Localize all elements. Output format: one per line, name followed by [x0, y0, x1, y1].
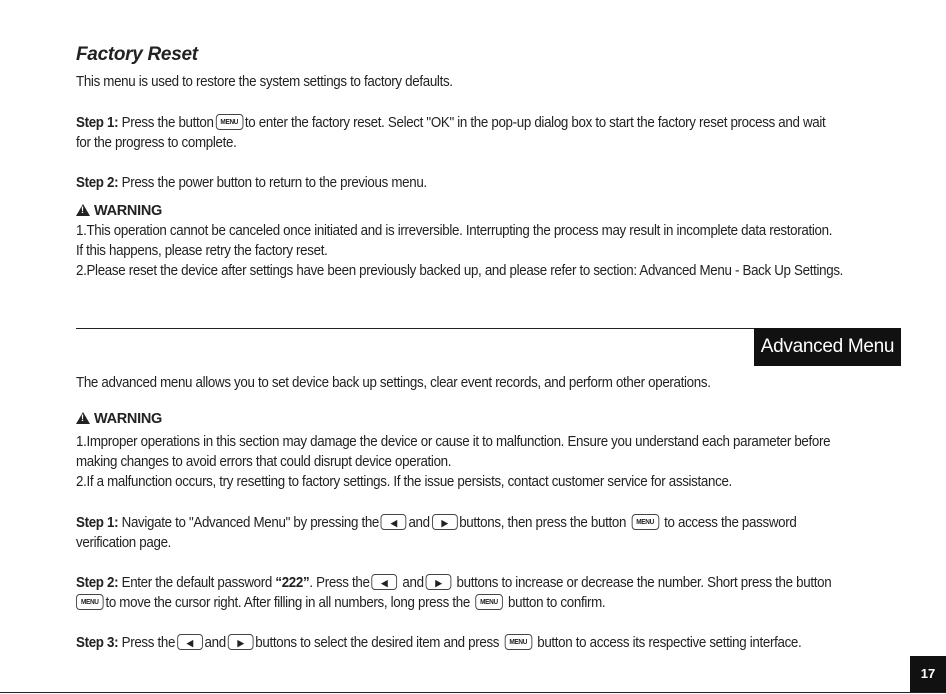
advanced-intro: The advanced menu allows you to set device back up settings, clear event records, and perform other operations.: [76, 375, 711, 391]
factory-warning-heading: [76, 203, 162, 219]
warning-label: WARNING: [94, 203, 162, 219]
step-label: Step 2:: [76, 575, 119, 591]
advanced-step2-line2: [76, 593, 605, 613]
factory-warn2: 2.Please reset the device after settings have been previously backed up, and please refer to section: Advanced Menu - Back Up Settings.: [76, 263, 844, 279]
advanced-warning-heading: [76, 411, 162, 427]
factory-warn1-line2: If this happens, please retry the factory reset.: [76, 243, 328, 259]
left-key-icon: ◀: [177, 634, 203, 650]
step-text: and: [408, 515, 430, 531]
step-text: Press the button: [121, 115, 214, 131]
warning-icon: [76, 204, 90, 216]
footer-rule: [0, 692, 946, 693]
step-text: buttons, then press the button: [459, 515, 627, 531]
left-key-icon: ◀: [381, 514, 407, 530]
step-label: Step 2:: [76, 175, 119, 191]
step-text: Navigate to "Advanced Menu" by pressing the: [121, 515, 380, 531]
step-label: Step 1:: [76, 515, 119, 531]
factory-step1-line1: [76, 113, 825, 133]
factory-reset-intro: This menu is used to restore the system settings to factory defaults.: [76, 74, 453, 90]
advanced-warn1-line2: making changes to avoid errors that could disrupt device operation.: [76, 454, 452, 470]
menu-key-icon: MENU: [631, 514, 659, 530]
factory-reset-title: Factory Reset: [76, 44, 198, 65]
step-text: button to confirm.: [508, 595, 606, 611]
warning-icon: [76, 412, 90, 424]
step-text: Press the: [121, 635, 176, 651]
step-text: Enter the default password: [121, 575, 272, 591]
right-key-icon: ▶: [432, 514, 458, 530]
factory-step2: [76, 173, 427, 193]
step-text: Press the power button to return to the previous menu.: [121, 175, 427, 191]
step-label: Step 1:: [76, 115, 119, 131]
factory-step1-line2: for the progress to complete.: [76, 135, 237, 151]
advanced-step1-line2: verification page.: [76, 535, 172, 551]
step-text: to access the password: [664, 515, 797, 531]
advanced-menu-tab: Advanced Menu: [754, 328, 901, 366]
step-label: Step 3:: [76, 635, 119, 651]
menu-key-icon: MENU: [76, 594, 104, 610]
advanced-step3: [76, 633, 801, 653]
warning-label: WARNING: [94, 411, 162, 427]
step-text: to enter the factory reset. Select "OK" in the pop-up dialog box to start the factory reset process and wait: [244, 115, 826, 131]
menu-key-icon: MENU: [215, 114, 243, 130]
right-key-icon: ▶: [228, 634, 254, 650]
step-text: buttons to select the desired item and press: [255, 635, 500, 651]
right-key-icon: ▶: [426, 574, 452, 590]
advanced-step1-line1: [76, 513, 796, 533]
left-key-icon: ◀: [371, 574, 397, 590]
advanced-warn2: 2.If a malfunction occurs, try resetting to factory settings. If the issue persists, contact customer service for assistance.: [76, 474, 732, 490]
advanced-warn1-line1: 1.Improper operations in this section may damage the device or cause it to malfunction. Ensure you understand each parameter before: [76, 434, 831, 450]
step-text: to move the cursor right. After filling in all numbers, long press the: [105, 595, 470, 611]
factory-warn1-line1: 1.This operation cannot be canceled once initiated and is irreversible. Interrupting the process may result in incomplete data restoration.: [76, 223, 833, 239]
step-text: and: [204, 635, 226, 651]
step-text: buttons to increase or decrease the number. Short press the button: [456, 575, 832, 591]
default-password: “222”: [275, 575, 310, 591]
step-text: button to access its respective setting interface.: [537, 635, 802, 651]
menu-key-icon: MENU: [475, 594, 503, 610]
step-text: and: [402, 575, 424, 591]
page-number: 17: [910, 656, 946, 692]
advanced-step2-line1: [76, 573, 831, 593]
menu-key-icon: MENU: [504, 634, 532, 650]
step-text: . Press the: [309, 575, 370, 591]
